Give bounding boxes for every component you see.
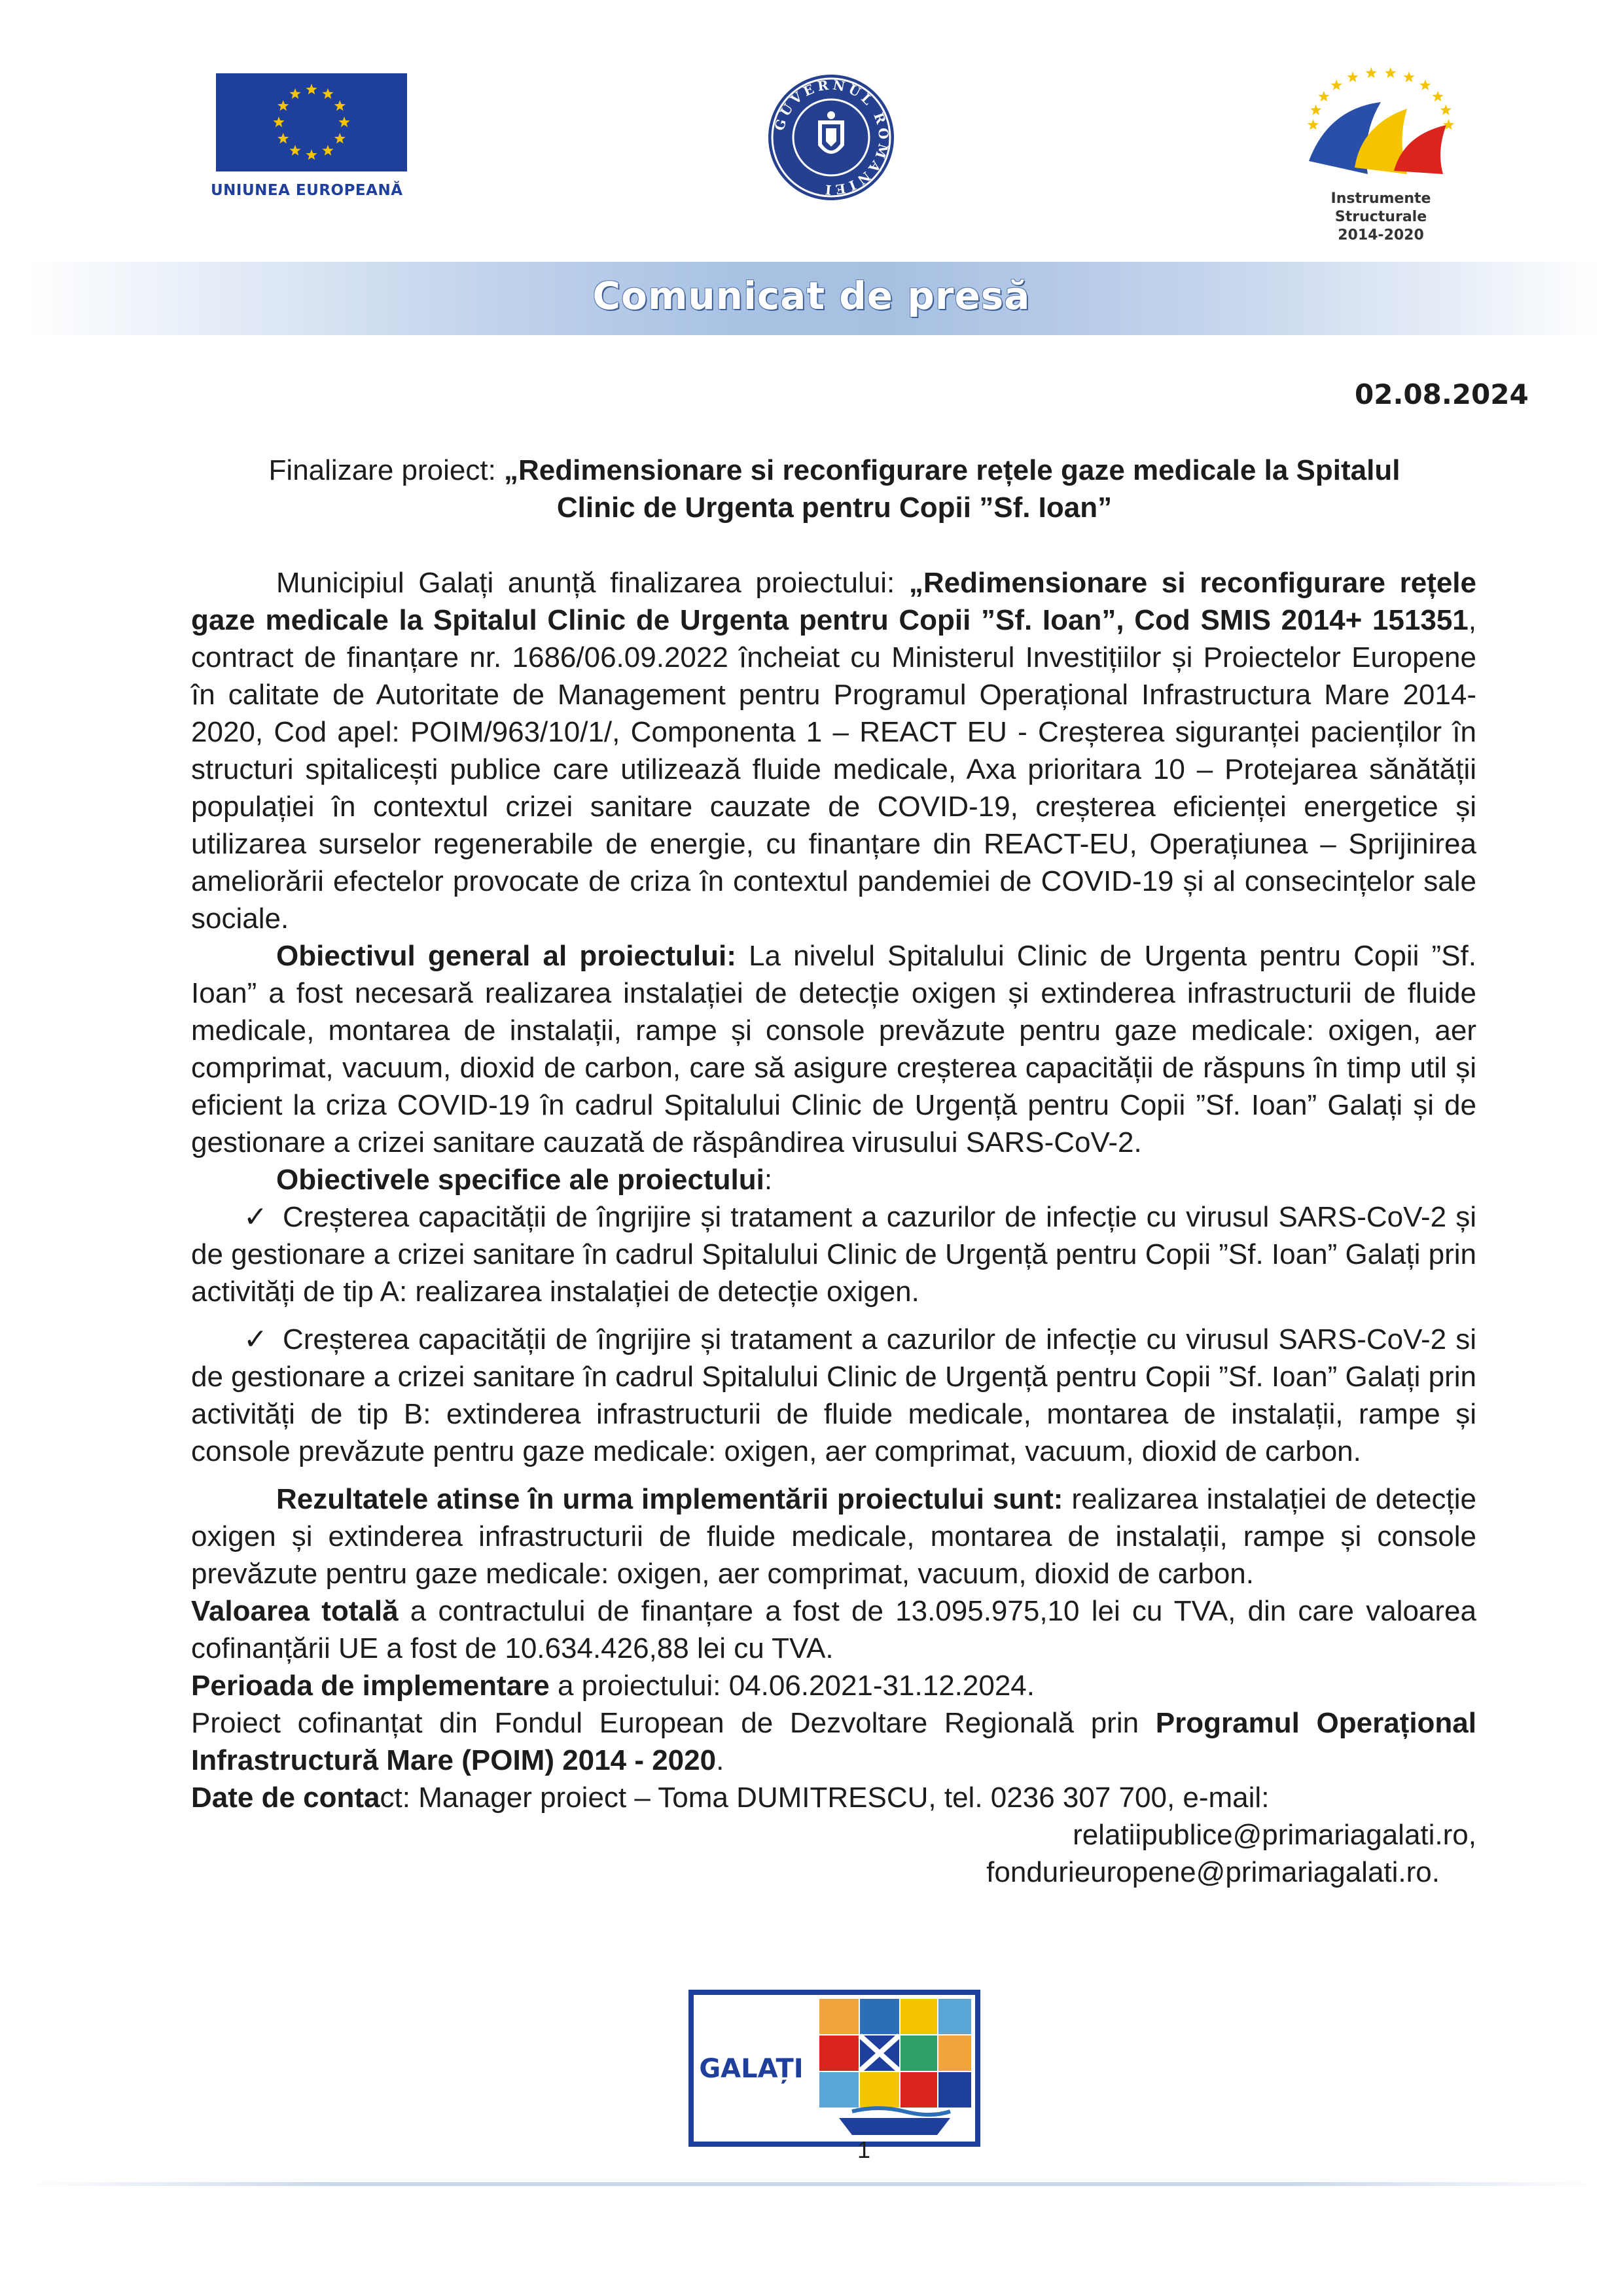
results-text: realizarea instalației de detecție oxigen și extinderea infrastructurii de fluide medicale, montarea de instalații, rampe și console prevăzute pentru gaze medicale: oxigen, aer comprimat, vacuum, dioxid de carbon. [191,1483,1476,1590]
galati-coat-icon [688,1990,980,2147]
eu-flag-icon [216,73,407,171]
eu-star-icon [277,133,289,143]
email-link-relatii-publice[interactable]: relatiipublice@primariagalati.ro, [1073,1819,1476,1851]
eu-star-icon [322,145,333,155]
press-release-banner [25,262,1598,335]
specific-objectives-colon: : [764,1164,773,1196]
galati-city-logo [688,1990,980,2147]
eu-star-icon [306,84,317,94]
footer-divider [25,2182,1598,2186]
email-link-fonduri-europene[interactable]: fondurieuropene@primariagalati.ro. [986,1856,1440,1888]
gov-ring-text: GUVERNUL ROMÂNIEI [771,77,892,198]
specific-objective-item [191,1198,1476,1310]
title-bold-line1: „Redimensionare si reconfigurare rețele gaze medicale la Spitalul [504,454,1400,486]
contact-label-rest: ct [380,1782,402,1814]
general-objective-paragraph [191,937,1476,1161]
cofinance-text: Proiect cofinanțat din Fondul European de Dezvoltare Regională prin [191,1707,1156,1739]
is-star-icon [1310,105,1321,115]
eu-star-icon [273,117,284,127]
checkmark-icon: ✓ [243,1201,268,1233]
value-paragraph [191,1592,1476,1667]
title-bold-line2: Clinic de Urgenta pentru Copii ”Sf. Ioan” [556,492,1113,524]
eu-star-icon [334,100,346,111]
intro-project-name: „Redimensionare si reconfigurare rețele gaze medicale la Spitalul Clinic de Urgenta pentru Copii ”Sf. Ioan”, Cod SMIS 2014+ 151351 [191,567,1476,636]
cofinance-paragraph [191,1704,1476,1779]
is-star-icon [1403,71,1414,82]
period-paragraph [191,1667,1476,1704]
general-objective-label: Obiectivul general al proiectului: [276,940,736,972]
eu-stars-icon [216,73,407,171]
instrumente-structurale-logo [1283,63,1479,243]
checkmark-icon: ✓ [243,1323,268,1355]
value-label: Valoarea totală [191,1595,399,1627]
general-objective-text: La nivelul Spitalului Clinic de Urgenta pentru Copii ”Sf. Ioan” a fost necesară realizarea instalației de detecție oxigen și extinderea infrastructurii de fluide medicale, montarea de instalații, rampe și console prevăzute pentru gaze medicale: oxigen, aer comprimat, vacuum, dioxid de carbon, care să asigure creșterea capacității de răspuns în timp util și eficient la criza COVID-19 în cadrul Spitalului Clinic de Urgență pentru Copii ”Sf. Ioan” Galați și de gestionare a crizei sanitare cauzată de răspândirea virusului SARS-CoV-2. [191,940,1476,1158]
results-label: Rezultatele atinse în urma implementării proiectului sunt: [276,1483,1063,1515]
specific-objective-text: Creșterea capacității de îngrijire și tratament a cazurilor de infecție cu virusul SARS-CoV-2 si de gestionare a crizei sanitare în cadrul Spitalului Clinic de Urgență pentru Copii ”Sf. Ioan” Galați prin activități de tip B: extinderea infrastructurii de fluide medicale, montarea de instalații, rampe și console prevăzute pentru gaze medicale: oxigen, aer comprimat, vacuum, dioxid de carbon. [191,1323,1476,1467]
is-star-icon [1440,105,1452,115]
is-star-icon [1308,119,1319,130]
cofinance-program: Programul Operațional Infrastructură Mare (POIM) 2014 - 2020 [191,1707,1476,1776]
document-date: 02.08.2024 [1355,378,1529,410]
structural-instruments-icon [1283,63,1479,187]
is-star-icon [1318,91,1329,101]
banner-title: Comunicat de presă [592,274,1031,318]
eu-star-icon [334,133,346,143]
eu-star-icon [289,145,300,155]
eu-logo [211,73,407,204]
intro-details: , contract de finanțare nr. 1686/06.09.2022 încheiat cu Ministerul Investițiilor și Proiectelor Europene în calitate de Autoritate de Management pentru Programul Operațional Infrastructura Mare 2014-2020, Cod apel: POIM/963/10/1/, Componenta 1 – REACT EU - Creșterea siguranței pacienților în structuri spitalicești publice care utilizează fluide medicale, Axa prioritara 10 – Protejarea sănătății populației în contextul crizei sanitare cauzate de COVID-19, creșterea eficienței energetice și utilizarea surselor regenerabile de energie, cu finanțare din REACT-EU, Operațiunea – Sprijinirea ameliorării efectelor provocate de criza în contextul pandemiei de COVID-19 și al consecințelor sale sociale. [191,604,1476,935]
eu-star-icon [338,117,349,127]
specific-objective-item [191,1321,1476,1470]
specific-objective-text: Creșterea capacității de îngrijire și tratament a cazurilor de infecție cu virusul SARS-CoV-2 și de gestionare a crizei sanitare în cadrul Spitalului Clinic de Urgență pentru Copii ”Sf. Ioan” Galați prin activități de tip A: realizarea instalației de detecție oxigen. [191,1201,1476,1308]
contact-paragraph [191,1779,1476,1816]
gov-seal-icon [766,72,897,203]
eu-star-icon [289,88,300,99]
eu-star-icon [322,88,333,99]
is-caption-title: Instrumente Structurale [1330,190,1431,225]
is-star-icon [1433,91,1444,101]
period-text: a proiectului: 04.06.2021-31.12.2024. [549,1670,1035,1702]
contact-email-1 [191,1816,1476,1854]
cofinance-end: . [716,1744,724,1776]
specific-objectives-heading [191,1161,1476,1198]
specific-objectives-label: Obiectivele specifice ale proiectului [276,1164,764,1196]
intro-lead: Municipiul Galați anunță finalizarea proiectului: [276,567,909,599]
eu-star-icon [277,100,289,111]
value-text: a contractului de finanțare a fost de 13.095.975,10 lei cu TVA, din care valoarea cofinanțării UE a fost de 10.634.426,88 lei cu TVA. [191,1595,1476,1664]
page-number: 1 [857,2136,871,2163]
eu-star-icon [306,149,317,160]
is-star-icon [1385,67,1396,78]
contact-label: Date de conta [191,1782,380,1814]
is-star-icon [1331,80,1342,90]
contact-text: : Manager proiect – Toma DUMITRESCU, tel. 0236 307 700, e-mail: [402,1782,1270,1814]
is-star-icon [1347,71,1358,82]
galati-logo-text: GALAȚI [699,2054,804,2084]
project-title [190,452,1479,526]
is-caption-years: 2014-2020 [1338,227,1424,243]
eu-caption: UNIUNEA EUROPEANĂ [211,182,403,199]
is-star-icon [1366,67,1377,78]
press-release-body [191,564,1476,1891]
title-prefix: Finalizare proiect: [268,454,505,486]
contact-email-2 [191,1854,1476,1891]
is-star-icon [1419,80,1431,90]
government-of-romania-logo [766,72,897,203]
period-label: Perioada de implementare [191,1670,550,1702]
results-paragraph [191,1480,1476,1592]
intro-paragraph [191,564,1476,937]
